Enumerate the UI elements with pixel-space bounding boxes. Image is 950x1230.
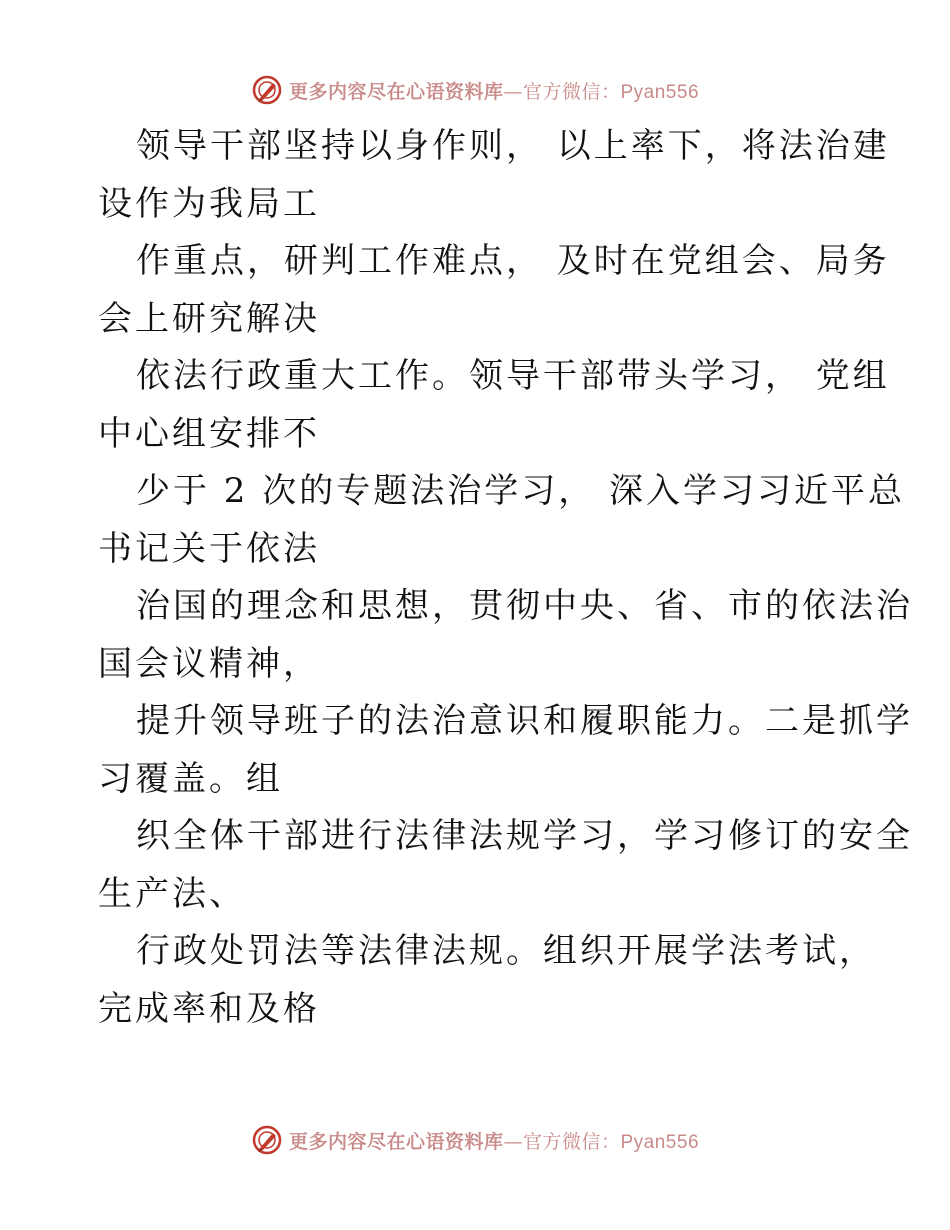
paragraph (98, 233, 890, 348)
pen-logo-icon (251, 74, 283, 106)
paragraph-line: 书记关于依法 (98, 528, 320, 569)
paragraph-line: 完成率和及格 (98, 988, 320, 1029)
paragraph (98, 693, 913, 808)
footer-banner-label: 官方微信： (522, 1130, 621, 1153)
paragraph-line: 习覆盖。组 (98, 758, 283, 799)
header-banner-dash: — (503, 80, 523, 103)
paragraph (98, 808, 913, 923)
paragraph-line: 治国的理念和思想，贯彻中央、省、市的依法治 (136, 586, 913, 626)
header-banner-wechat-id: Pyan556 (620, 81, 700, 103)
header-banner-title: 更多内容尽在心语资料库 (288, 80, 504, 103)
paragraph-line: 中心组安排不 (98, 413, 320, 454)
footer-banner-text (289, 1127, 699, 1154)
paragraph-line: 作重点，研判工作难点， 及时在党组会、局务 (136, 241, 890, 281)
footer-banner-wechat-id: Pyan556 (620, 1131, 700, 1153)
paragraph (98, 118, 890, 233)
pen-logo-icon (251, 1124, 283, 1156)
paragraph (98, 923, 876, 1038)
paragraph-line: 生产法、 (98, 873, 246, 914)
footer-banner-dash: — (503, 1130, 523, 1153)
paragraph (98, 578, 913, 693)
header-banner-label: 官方微信： (522, 80, 621, 103)
paragraph-line: 少于 2 次的专题法治学习， 深入学习习近平总 (136, 471, 906, 511)
paragraph-line: 国会议精神， (98, 643, 320, 684)
header-banner-text (289, 77, 699, 104)
footer-banner-title: 更多内容尽在心语资料库 (288, 1130, 504, 1153)
paragraph-line: 织全体干部进行法律法规学习，学习修订的安全 (136, 816, 913, 856)
paragraph-line: 领导干部坚持以身作则， 以上率下，将法治建 (136, 126, 890, 166)
paragraph-line: 提升领导班子的法治意识和履职能力。二是抓学 (136, 701, 913, 741)
document-body (98, 118, 913, 1038)
paragraph (98, 348, 890, 463)
header-banner (0, 70, 950, 110)
paragraph (98, 463, 906, 578)
footer-banner (0, 1120, 950, 1160)
paragraph-line: 设作为我局工 (98, 183, 320, 224)
paragraph-line: 会上研究解决 (98, 298, 320, 339)
paragraph-line: 依法行政重大工作。领导干部带头学习， 党组 (136, 356, 890, 396)
paragraph-line: 行政处罚法等法律法规。组织开展学法考试， (136, 931, 876, 971)
